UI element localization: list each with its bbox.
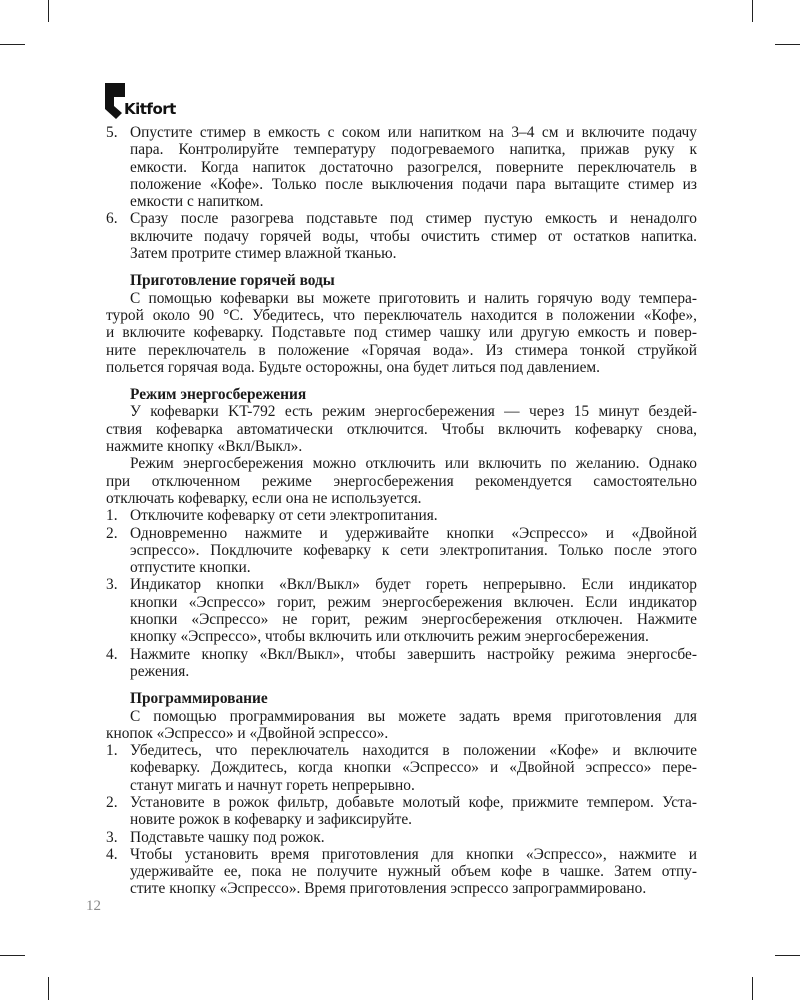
brand-name: Kitfort [124, 100, 176, 118]
text-line: Установите в рожок фильтр, добавьте молотый кофе, прижмите темпером. Уста- [130, 793, 697, 811]
crop-mark [752, 0, 753, 22]
document-body [106, 124, 697, 898]
list-item [106, 646, 697, 681]
list-number: 6. [106, 210, 118, 228]
list-number: 5. [106, 124, 118, 141]
list-number: 1. [106, 507, 118, 525]
text-line: Отключите кофеварку от сети электропитания. [130, 507, 438, 525]
list-number: 2. [106, 524, 118, 542]
paragraph [106, 290, 697, 376]
text-line: положение «Кофе». Только после выключения подачи пара вытащите стимер из [130, 175, 697, 193]
list-number: 3. [106, 828, 118, 846]
text-line: Затем протрите стимер влажной тканью. [130, 245, 397, 263]
text-line: пара. Контролируйте температуру подогреваемого напитка, прижав руку к [130, 141, 697, 159]
text-line: кнопки «Эспрессо» не горит, режим энергосбережения отключен. Нажмите [130, 611, 697, 629]
text-line: Одновременно нажмите и удерживайте кнопки «Эспрессо» и «Двойной [130, 524, 697, 542]
section-heading: Режим энергосбережения [130, 386, 307, 404]
text-line: включите подачу горячей воды, чтобы очистить стимер от остатков напитка. [130, 227, 697, 245]
list-number: 1. [106, 742, 118, 760]
text-line: Сразу после разогрева подставьте под стимер пустую емкость и ненадолго [130, 210, 697, 228]
list-item [106, 210, 697, 262]
text-line: режения. [130, 662, 190, 680]
text-line: новите рожок в кофеварку и зафиксируйте. [130, 811, 413, 829]
text-line: емкости с напитком. [130, 193, 264, 211]
text-line: Опустите стимер в емкость с соком или напитком на 3–4 см и включите подачу [130, 124, 697, 141]
text-line: отключать кофеварку, если она не используется. [106, 489, 422, 507]
text-line: отпустите кнопки. [130, 559, 251, 577]
list-item [106, 576, 697, 645]
text-line: польется горячая вода. Будьте осторожны, она будет литься под давлением. [106, 358, 601, 376]
text-line: У кофеварки KT-792 есть режим энергосбережения — через 15 минут бездей- [130, 403, 697, 421]
text-line: С помощью кофеварки вы можете приготовить и налить горячую воду темпера- [130, 289, 697, 307]
list-item [106, 742, 697, 794]
paragraph [106, 708, 697, 743]
text-line: станут мигать и начнут гореть непрерывно. [130, 776, 415, 794]
text-line: Нажмите кнопку «Вкл/Выкл», чтобы завершить настройку режима энергосбе- [130, 645, 697, 663]
text-line: эспрессо». Покдлючите кофеварку к сети электропитания. Только после этого [130, 541, 697, 559]
crop-mark [752, 977, 753, 1000]
section-heading: Программирование [130, 690, 268, 708]
page-number: 12 [86, 898, 101, 914]
list-item [106, 525, 697, 577]
kitfort-logo-icon [104, 83, 126, 119]
text-line: удерживайте ее, пока не получите нужный объем кофе в чашке. Затем отпу- [130, 863, 697, 881]
list-item [106, 829, 697, 846]
list-item [106, 794, 697, 829]
text-line: и включите кофеварку. Подставьте под стимер чашку или другую емкость и повер- [106, 324, 697, 342]
list-number: 4. [106, 845, 118, 863]
text-line: при отключенном режиме энергосбережения рекомендуется самостоятельно [106, 472, 697, 490]
list-number: 2. [106, 793, 118, 811]
text-line: ствия кофеварка автоматически отключится. Чтобы включить кофеварку снова, [106, 420, 697, 438]
text-line: Индикатор кнопки «Вкл/Выкл» будет гореть непрерывно. Если индикатор [130, 576, 697, 594]
text-line: кнопки «Эспрессо» горит, режим энергосбережения включен. Если индикатор [130, 593, 697, 611]
text-line: турой около 90 °C. Убедитесь, что переключатель находится в положении «Кофе», [106, 306, 697, 324]
paragraph [106, 455, 697, 507]
text-line: Убедитесь, что переключатель находится в положении «Кофе» и включите [130, 742, 697, 760]
text-line: емкости. Когда напиток достаточно разогрелся, поверните переключатель в [130, 158, 697, 176]
text-line: кофеварку. Дождитесь, когда кнопки «Эспрессо» и «Двойной эспрессо» пере- [130, 759, 697, 777]
list-number: 4. [106, 645, 118, 663]
section-heading: Приготовление горячей воды [130, 272, 335, 290]
text-line: нажмите кнопку «Вкл/Выкл». [106, 438, 303, 456]
crop-mark [775, 44, 800, 45]
paragraph [106, 403, 697, 455]
list-item [106, 124, 697, 210]
list-item [106, 846, 697, 898]
text-line: С помощью программирования вы можете задать время приготовления для [130, 707, 697, 725]
text-line: Подставьте чашку под рожок. [130, 828, 325, 846]
crop-mark [0, 955, 25, 956]
list-item [106, 507, 697, 524]
text-line: стите кнопку «Эспрессо». Время приготовления эспрессо запрограммировано. [130, 880, 647, 898]
crop-mark [48, 0, 49, 22]
crop-mark [48, 977, 49, 1000]
text-line: кнопку «Эспрессо», чтобы включить или отключить режим энергосбережения. [130, 628, 649, 646]
kitfort-logo [104, 83, 194, 121]
text-line: Режим энергосбережения можно отключить или включить по желанию. Однако [130, 455, 697, 473]
text-line: Чтобы установить время приготовления для кнопки «Эспрессо», нажмите и [130, 845, 697, 863]
crop-mark [0, 44, 25, 45]
text-line: ните переключатель в положение «Горячая вода». Из стимера тонкой струйкой [106, 341, 697, 359]
text-line: кнопок «Эспрессо» и «Двойной эспрессо». [106, 724, 389, 742]
list-number: 3. [106, 576, 118, 594]
crop-mark [775, 955, 800, 956]
